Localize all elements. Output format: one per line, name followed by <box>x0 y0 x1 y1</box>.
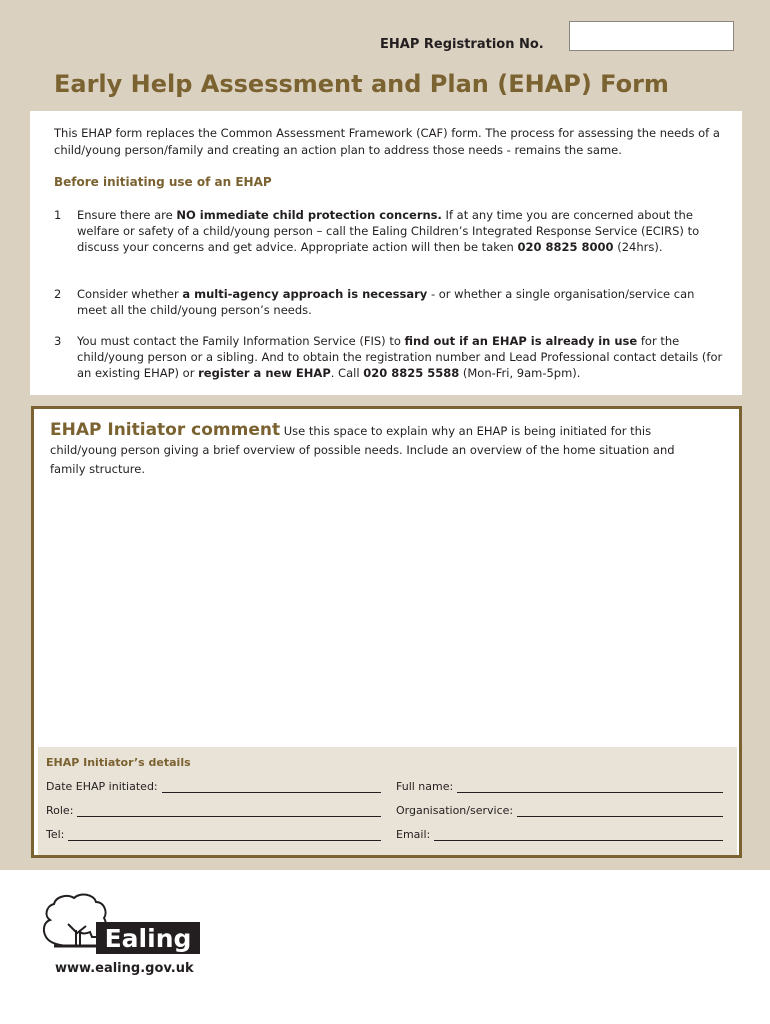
date-initiated-line[interactable] <box>162 784 381 793</box>
bold-text: find out if an EHAP is already in use <box>404 334 638 348</box>
page-title: Early Help Assessment and Plan (EHAP) Form <box>54 70 669 98</box>
comment-heading: EHAP Initiator comment <box>50 420 281 440</box>
text-run: - or whether a single organisation/service can meet all the child/young person’s needs. <box>77 287 695 317</box>
point-text <box>77 286 727 318</box>
before-heading: Before initiating use of an EHAP <box>54 175 272 189</box>
registration-number-input[interactable] <box>569 21 734 51</box>
email-field[interactable] <box>396 828 723 841</box>
logo-text: Ealing <box>104 924 192 953</box>
text-run: You must contact the Family Information Service (FIS) to <box>77 334 405 348</box>
organisation-label: Organisation/service: <box>396 804 514 817</box>
role-field[interactable] <box>46 804 381 817</box>
intro-text: This EHAP form replaces the Common Assessment Framework (CAF) form. The process for assessing the needs of a child/young person/family and creating an action plan to address those needs - remains the same. <box>54 126 720 157</box>
registration-label: EHAP Registration No. <box>380 37 544 52</box>
bold-text: a multi-agency approach is necessary <box>182 287 428 301</box>
text-run: Consider whether <box>77 287 183 301</box>
role-label: Role: <box>46 804 74 817</box>
initiator-comment-box[interactable] <box>31 406 742 858</box>
point-text <box>77 333 727 381</box>
intro-panel <box>30 111 742 395</box>
date-initiated-label: Date EHAP initiated: <box>46 780 158 793</box>
full-name-line[interactable] <box>457 784 723 793</box>
website-link[interactable]: www.ealing.gov.uk <box>55 961 194 976</box>
full-name-label: Full name: <box>396 780 454 793</box>
organisation-line[interactable] <box>517 808 723 817</box>
point-text <box>77 207 727 255</box>
text-run: for the child/young person or a sibling. And to obtain the registration number and Lead Professional contact details (for an existing EHAP) or <box>77 334 723 380</box>
comment-instructions <box>50 421 690 479</box>
full-name-field[interactable] <box>396 780 723 793</box>
text-run: . Call <box>330 366 364 380</box>
text-run: If at any time you are concerned about the welfare or safety of a child/young person – call the Ealing Children’s Integrated Response Service (ECIRS) to discuss your concerns and get advice. Appropriate action will then be taken <box>77 208 700 254</box>
role-line[interactable] <box>77 808 381 817</box>
tel-line[interactable] <box>68 832 381 841</box>
text-run: (Mon-Fri, 9am-5pm). <box>459 366 581 380</box>
bold-text: NO immediate child protection concerns. <box>176 208 442 222</box>
bold-text: register a new EHAP <box>198 366 331 380</box>
point-number: 2 <box>54 287 62 301</box>
point-number: 3 <box>54 334 62 348</box>
comment-text: Use this space to explain why an EHAP is being initiated for this child/young person giving a brief overview of possible needs. Include an overview of the home situation and family structure. <box>50 424 675 476</box>
email-label: Email: <box>396 828 431 841</box>
text-run: Ensure there are <box>77 208 177 222</box>
bold-text: 020 8825 5588 <box>363 366 460 380</box>
point-number: 1 <box>54 208 62 222</box>
initiator-details-panel <box>38 747 737 855</box>
date-initiated-field[interactable] <box>46 780 381 793</box>
bold-text: 020 8825 8000 <box>517 240 614 254</box>
ealing-logo <box>40 892 202 957</box>
details-title: EHAP Initiator’s details <box>46 756 191 769</box>
tel-label: Tel: <box>46 828 65 841</box>
organisation-field[interactable] <box>396 804 723 817</box>
email-line[interactable] <box>434 832 723 841</box>
tel-field[interactable] <box>46 828 381 841</box>
text-run: (24hrs). <box>613 240 663 254</box>
